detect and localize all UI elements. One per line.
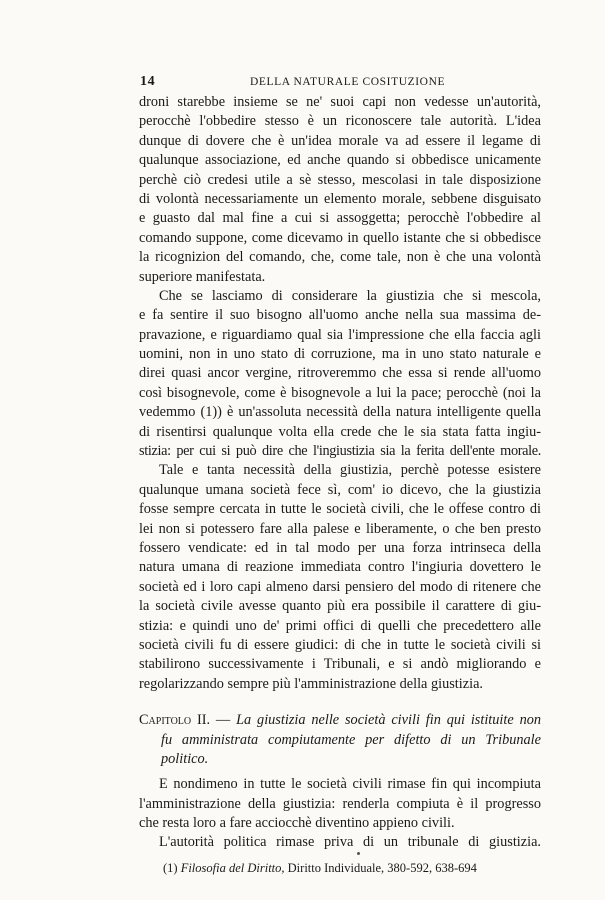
text-line: direi quasi ancor vergine, ritroveremmo che essa si rende all'uomo	[139, 365, 541, 382]
chapter-title: politico.	[161, 750, 209, 767]
paragraph-5	[139, 833, 541, 852]
text-line: Tale e tanta necessità della giustizia, perchè potesse esistere	[159, 462, 541, 479]
paper-speck	[357, 852, 360, 855]
chapter-heading	[139, 711, 541, 769]
text-line: comando suppone, come dicevamo in quello istante che si obbedisce	[139, 229, 541, 246]
paragraph-4	[139, 775, 541, 833]
text-line: perocchè l'obbedire stesso è un riconoscere tale autorità. L'idea	[139, 113, 541, 130]
text-line: fossero vendicate: ed in tal modo per una forza intrinseca della	[139, 539, 541, 556]
text-line: fosse sempre cercata in tutte le società civili, che le offese contro di	[139, 501, 541, 518]
footnote	[139, 859, 541, 878]
text-line: dunque di dovere che è un'idea morale va ad essere il legame di	[139, 132, 541, 149]
running-head	[140, 74, 540, 92]
text-line: e guasto dal mal fine a cui si assoggetta; perocchè l'obbedire al	[139, 210, 541, 227]
text-line: così bisognevole, come è bisognevole a lui la pace; perocchè (noi la	[139, 384, 541, 401]
text-line: qualunque associazione, ed anche quando si obbedisce unicamente	[139, 152, 541, 169]
text-line: E nondimeno in tutte le società civili rimase fin qui incompiuta	[159, 776, 541, 793]
chapter-heading-line	[139, 711, 541, 730]
text-line: stabilirono successivamente i Tribunali, e si andò migliorando e	[139, 656, 541, 673]
text-line: stizia: e quindi uno de' primi offici di quelli che precedettero alle	[139, 617, 541, 634]
text-line: qualunque umana società fece sì, com' io dicevo, che la giustizia	[139, 481, 541, 498]
text-line: l'amministrazione della giustizia: renderla compiuta è il progresso	[139, 795, 541, 812]
paragraph-3	[139, 461, 541, 694]
spacer	[139, 694, 541, 711]
footnote-title: Filosofia del Diritto,	[180, 860, 285, 875]
text-line: natura umana di reazione immediata contro l'ingiuria dovettero le	[139, 559, 541, 576]
text-line: di risentirsi qualunque volta ella crede che le sia stata fatta ingiu-	[139, 423, 541, 440]
text-line: pravazione, e riguardiamo qual sia l'impressione che ella faccia agli	[139, 326, 541, 343]
chapter-title: La giustizia nelle società civili fin qui istituite non	[236, 712, 541, 729]
text-line: la ricognizion del comando, che, come tale, non è che una volontà	[139, 249, 541, 266]
footnote-marker: (1)	[163, 860, 178, 875]
chapter-title: fu amministrata compiutamente per difetto di un Tribunale	[161, 731, 541, 748]
text-line: regolarizzando sempre più l'amministrazione della giustizia.	[139, 675, 483, 692]
text-line: di volontà necessariamente un elemento morale, sebbene disguisato	[139, 190, 541, 207]
text-line: perchè ciò credesi utile a sè stesso, mescolasi in tale disposizione	[139, 171, 541, 188]
text-line: L'autorità politica rimase priva di un tribunale di giustizia.	[159, 834, 541, 851]
chapter-label: Capitolo II. —	[139, 712, 231, 729]
page-number: 14	[140, 74, 156, 89]
body-text	[139, 93, 541, 878]
text-line: società ed i loro capi almeno darsi pensiero del modo di ritenere che	[139, 578, 541, 595]
text-line: lei non si potessero fare alla palese e liberamente, o che ben presto	[139, 520, 541, 537]
text-line: la società civile avesse quanto più era possibile il carattere di giu-	[139, 598, 541, 615]
paragraph-1	[139, 93, 541, 287]
text-line: uomini, non in uno stato di corruzione, ma in uno stato naturale e	[139, 346, 541, 363]
text-line: droni starebbe insieme se ne' suoi capi non vedesse un'autorità,	[139, 94, 541, 110]
footnote-reference: Diritto Individuale, 380-592, 638-694	[287, 860, 477, 875]
text-line: Che se lasciamo di considerare la giustizia che si mescola,	[159, 287, 541, 304]
running-title: DELLA NATURALE COSITUZIONE	[250, 76, 446, 88]
paragraph-2	[139, 287, 541, 462]
text-line: e fa sentire il suo bisogno all'uomo anche nella sua massima de-	[139, 307, 541, 324]
text-line: stizia: per cui si può dire che l'ingiustizia sia la ferita dell'ente morale.	[139, 443, 541, 460]
text-line: società civili fu di essere giudici: di che in tutte le società civili si	[139, 636, 541, 653]
text-line: che resta loro a fare acciocchè diventino appieno civili.	[139, 815, 455, 832]
text-line: superiore manifestata.	[139, 268, 266, 285]
text-line: vedemmo (1)) è un'assoluta necessità della natura intelligente quella	[139, 404, 541, 421]
